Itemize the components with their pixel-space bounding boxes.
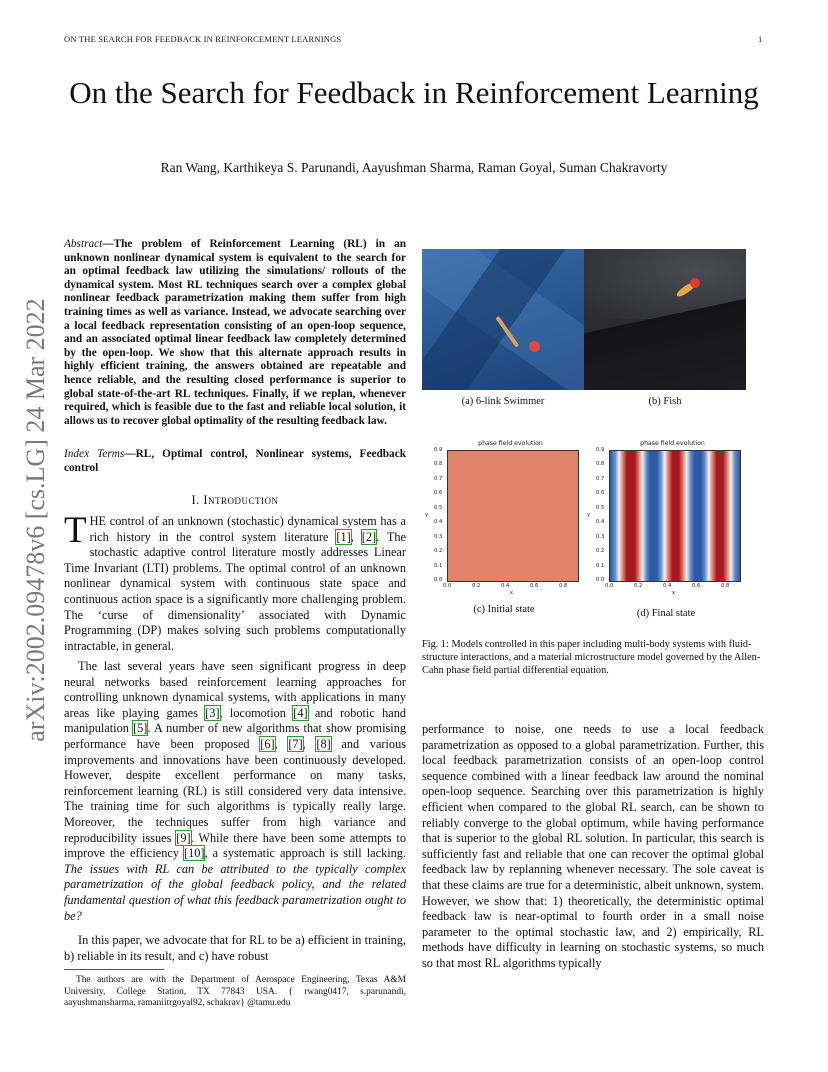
section-number: I. (191, 493, 200, 507)
swimmer-target (529, 341, 540, 352)
subcaption-a: (a) 6-link Swimmer (461, 396, 545, 407)
citation-link[interactable]: [9] (176, 830, 191, 845)
text-run: , locomotion (219, 705, 294, 720)
x-tick: 0.0 (605, 583, 614, 589)
y-tick: 0.3 (596, 534, 605, 540)
citation-link[interactable]: [2] (361, 529, 377, 544)
figure-caption: Fig. 1: Models controlled in this paper including multi-body systems with fluid-structure interactions, and a material microstructure model governed by the Allen-Cahn phase field partial differential equation. (422, 639, 761, 676)
text-run: , (274, 736, 289, 751)
text-run: , a systematic approach is still lacking. (204, 846, 406, 861)
citation-link[interactable]: [3] (205, 705, 220, 720)
y-tick: 0.7 (596, 476, 605, 482)
subcaption-b: (b) Fish (648, 396, 682, 407)
checker-floor (422, 249, 584, 390)
y-tick: 0.1 (596, 563, 605, 569)
text-run: HE control of an unknown (stochastic) dynamical system has a rich history in the control system literature (89, 514, 406, 544)
final-state-field (609, 450, 741, 582)
citation-link[interactable]: [5] (133, 721, 148, 736)
x-axis-label: x (672, 590, 676, 596)
y-tick: 0.4 (596, 519, 605, 525)
abstract-text: —The problem of Reinforcement Learning (RL) in an unknown nonlinear dynamical system is equivalent to the search for an optimal feedback law utilizing the simulations/ rollouts of the dynamical system. Most RL techniques search over a complex global nonlinear feedback parametrization making them suffer from high training times as well as variance. Instead, we advocate searching over a local feedback representation consisting of an open-loop sequence, and an associated optimal linear feedback law completely determined by the open-loop. We show that this alternate approach results in highly efficient training, the answers obtained are repeatable and hence reliable, and the resulting closed performance is superior to global state-of-the-art RL techniques. Finally, if we replan, whenever required, which is feasible due to the fast and reliable local solution, it allows us to recover global optimality of the resulting feedback law. (64, 238, 406, 427)
section-heading (64, 493, 406, 508)
y-tick: 0.6 (434, 490, 443, 496)
final-state-plot (586, 438, 746, 598)
x-tick: 0.2 (472, 583, 481, 589)
footnote: The authors are with the Department of Aerospace Engineering, Texas A&M University, College Station, TX 77843 USA. { rwang0417, s.parunandi, aayushmansharma, ramaniitrgoyal92, schakrav} @tamu.edu (64, 975, 406, 1009)
text-run: , (350, 529, 362, 544)
y-tick: 0.7 (434, 476, 443, 482)
x-tick: 0.0 (443, 583, 452, 589)
y-tick: 0.4 (434, 519, 443, 525)
intro-paragraph-1 (64, 510, 406, 654)
y-tick: 0.6 (596, 490, 605, 496)
y-tick: 0.8 (596, 461, 605, 467)
right-column-paragraph: performance to noise, one needs to use a local feedback parametrization as opposed to a global parametrization. Further, this local feedback parametrization consists of an open-loop control sequence combined with a linear feedback law around the nominal open-loop sequence. Searching over this parametrization is highly efficient when compared to the global RL search, can be shown to reliably converge to the global optimum, while having performance that is superior to the global RL solution. In particular, this search is sufficiently fast and reliable that one can recover the optimal global feedback law by replanning whenever necessary. The sole caveat is that these claims are true for a deterministic, albeit unknown, system. However, we show that: 1) theoretically, the deterministic optimal feedback law is near-optimal to fourth order in a small noise parameter to the optimal stochastic law, and 2) empirically, RL methods have difficulty in learning on stochastic systems, so much so that most RL algorithms typically (422, 722, 764, 970)
y-tick: 0.9 (434, 447, 443, 453)
author-list: Ran Wang, Karthikeya S. Parunandi, Aayushman Sharma, Raman Goyal, Suman Chakravorty (160, 160, 668, 175)
intro-paragraph-3: In this paper, we advocate that for RL to be a) efficient in training, b) reliable in its result, and c) have robust (64, 933, 406, 963)
drop-cap: T (64, 510, 87, 551)
citation-link[interactable]: [1] (336, 529, 351, 544)
citation-link[interactable]: [10] (183, 846, 205, 861)
text-run: and various improvements and innovations have been continuously developed. However, despite excellent performance on many tasks, reinforcement learning (RL) is still considered very data intensive. The training time for such algorithms is typically really large. Moreover, the techniques suffer from high variance and reproducibility issues (64, 736, 407, 845)
abstract-label: Abstract (64, 238, 103, 250)
text-run: , (302, 736, 317, 751)
text-run: . A number of new algorithms that show promising performance have been proposed (64, 721, 406, 751)
y-axis-label: y (587, 512, 591, 518)
text-run: . The stochastic adaptive control literature mostly addresses Linear Time Invariant (LTI) problems. The optimal control of an unknown nonlinear dynamical system with continuous state space and continuous action space is a significantly more challenging problem. The ‘curse of dimensionality’ associated with Dynamic Programming (DP) makes solving such problems computationally intractable, in general. (64, 529, 406, 653)
x-tick: 0.6 (692, 583, 701, 589)
x-axis-label: x (510, 590, 514, 596)
y-tick: 0.0 (596, 577, 605, 583)
running-title: ON THE SEARCH FOR FEEDBACK IN REINFORCEMENT LEARNINGS (64, 34, 342, 44)
y-tick: 0.5 (434, 505, 443, 511)
subcaption-c: (c) Initial state (473, 604, 535, 615)
y-axis-label: y (425, 512, 429, 518)
y-tick: 0.5 (596, 505, 605, 511)
paper-title: On the Search for Feedback in Reinforcement Learning (69, 75, 759, 110)
text-run: and robotic hand manipulation (64, 705, 406, 736)
swimmer-image (422, 249, 584, 390)
x-tick: 0.4 (663, 583, 672, 589)
arxiv-id: arXiv:2002.09478v6 [cs.LG] 24 Mar 2022 (21, 298, 50, 742)
section-title: Introduction (203, 493, 279, 507)
footnote-rule (64, 969, 164, 970)
intro-paragraph-2 (64, 659, 406, 924)
subcaption-d: (d) Final state (636, 608, 696, 619)
initial-state-field (447, 450, 579, 582)
x-tick: 0.8 (721, 583, 730, 589)
x-tick: 0.8 (559, 583, 568, 589)
x-tick: 0.2 (634, 583, 643, 589)
x-tick: 0.6 (530, 583, 539, 589)
y-tick: 0.2 (596, 548, 605, 554)
x-tick: 0.4 (501, 583, 510, 589)
text-run: . While there have been some attempts to improve the efficiency (64, 830, 406, 861)
y-tick: 0.3 (434, 534, 443, 540)
page-number: 1 (758, 34, 763, 44)
citation-link[interactable]: [7] (288, 736, 303, 751)
italic-text-run: The issues with RL can be attributed to the typically complex parametrization of the global feedback policy, and the related fundamental question of what this feedback parametrization ought to be? (64, 861, 406, 923)
initial-state-plot (424, 438, 584, 598)
y-tick: 0.8 (434, 461, 443, 467)
index-terms-label: Index Terms (64, 448, 125, 460)
abstract (64, 238, 406, 428)
y-tick: 0.9 (596, 447, 605, 453)
index-terms (64, 448, 406, 475)
citation-link[interactable]: [4] (293, 705, 308, 720)
y-tick: 0.1 (434, 563, 443, 569)
text-run: The last several years have seen significant progress in deep neural networks based reinforcement learning approaches for controlling unknown dynamical systems, with applications in many areas like playing games (64, 659, 406, 720)
plot-title: phase field evolution (640, 440, 705, 447)
index-terms-text: —RL, Optimal control, Nonlinear systems, Feedback control (64, 448, 406, 474)
fish-target (690, 278, 700, 288)
fish-image (584, 249, 746, 390)
citation-link[interactable]: [6] (260, 736, 275, 751)
plot-title: phase field evolution (478, 440, 543, 447)
y-tick: 0.0 (434, 577, 443, 583)
y-tick: 0.2 (434, 548, 443, 554)
citation-link[interactable]: [8] (316, 736, 331, 751)
